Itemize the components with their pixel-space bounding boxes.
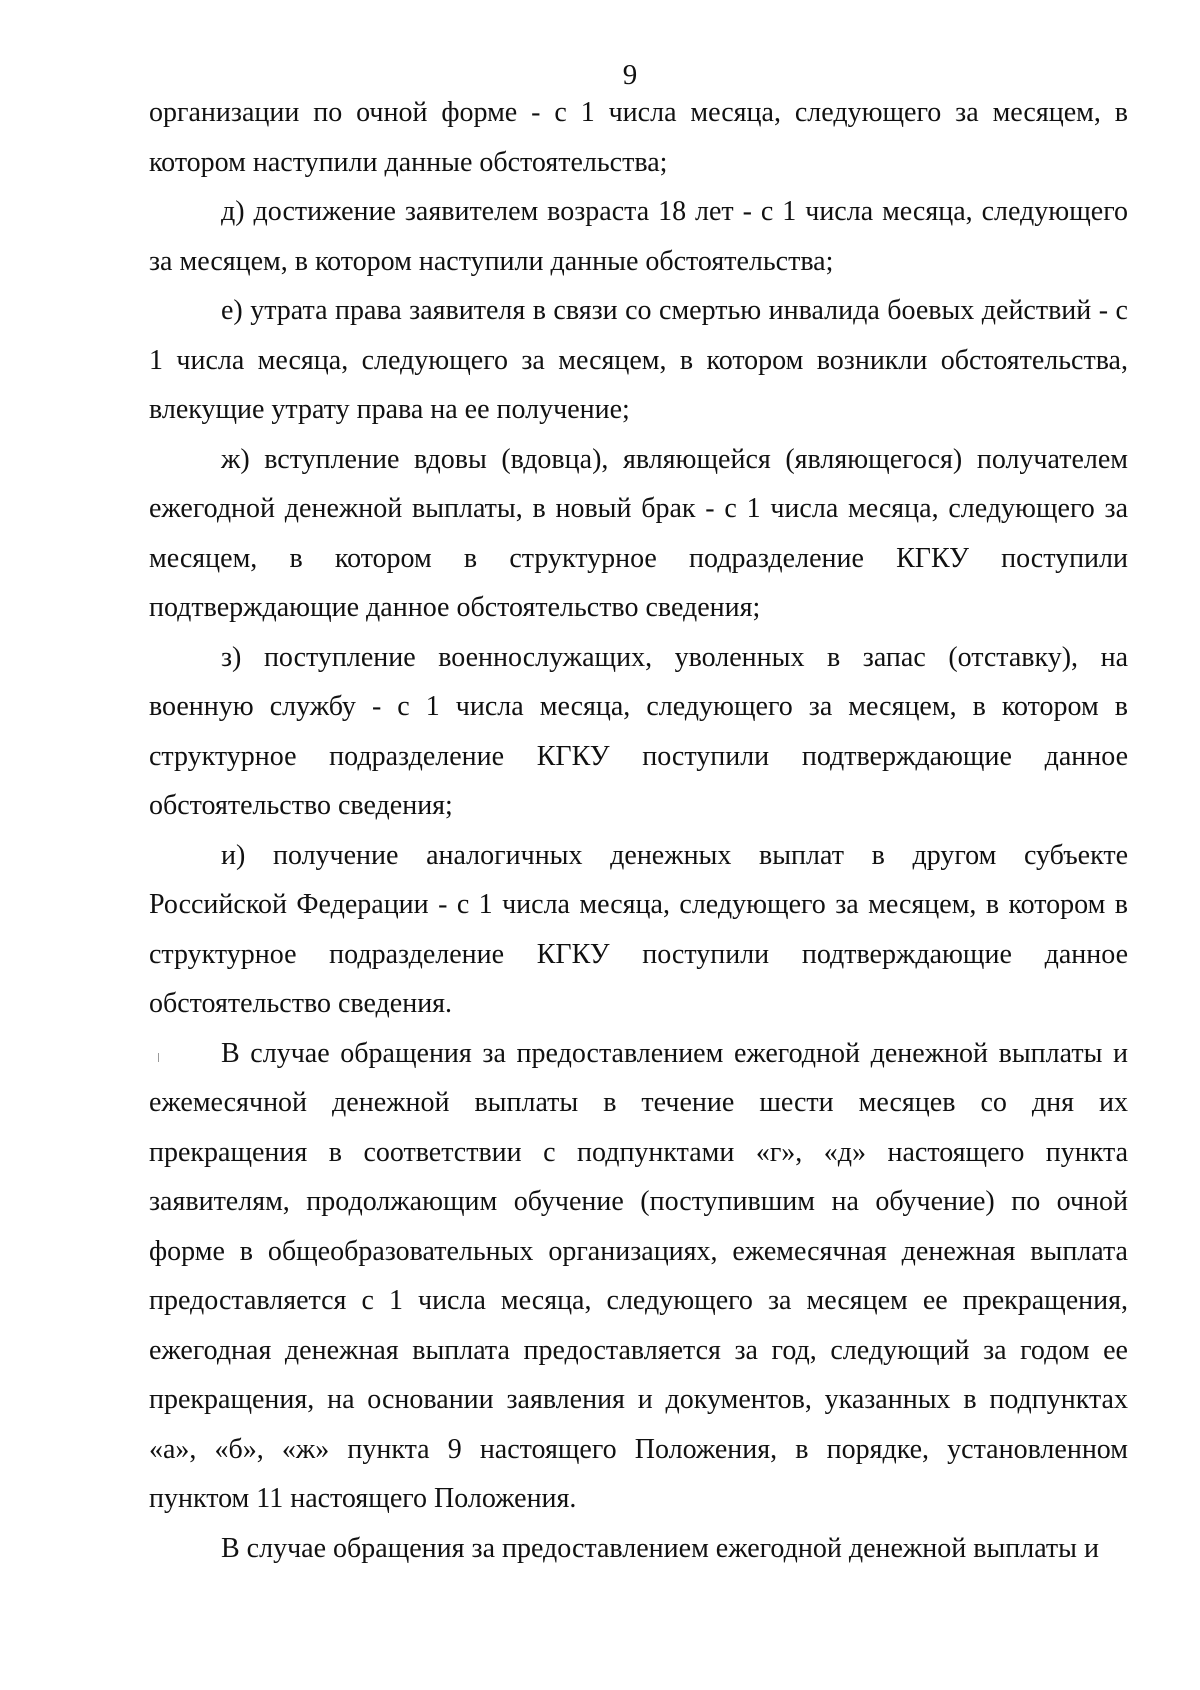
paragraph-item-e: е) утрата права заявителя в связи со смертью инвалида боевых действий - с 1 числа месяца, следующего за месяцем, в котором возникли обстоятельства, влекущие утрату права на ее получение; (149, 295, 1128, 425)
paragraph-item-z: з) поступление военнослужащих, уволенных в запас (отставку), на военную службу - с 1 числа месяца, следующего за месяцем, в котором в структурное подразделение КГКУ поступили подтверждающие данное обстоятельство сведения; (149, 641, 1128, 821)
paragraph-annual-payment-case: В случае обращения за предоставлением ежегодной денежной выплаты и ежемесячной денежной выплаты в течение шести месяцев со дня их прекращения в соответствии с подпунктами «г», «д» настоящего пункта заявителям, продолжающим обучение (поступившим на обучение) по очной форме в общеобразовательных организациях, ежемесячная денежная выплата предоставляется с 1 числа месяца, следующего за месяцем ее прекращения, ежегодная денежная выплата предоставляется за год, следующий за годом ее прекращения, на основании заявления и документов, указанных в подпунктах «а», «б», «ж» пункта 9 настоящего Положения, в порядке, установленном пунктом 11 настоящего Положения. (149, 1037, 1128, 1514)
scan-artifact (158, 1053, 159, 1062)
page-number: 9 (622, 59, 638, 91)
paragraph-trailing: В случае обращения за предоставлением ежегодной денежной выплаты и (221, 1532, 1099, 1564)
paragraph-item-zh: ж) вступление вдовы (вдовца), являющейся (являющегося) получателем ежегодной денежной выплаты, в новый брак - с 1 числа месяца, следующего за месяцем, в котором в структурное подразделение КГКУ поступили подтверждающие данное обстоятельство сведения; (149, 443, 1128, 623)
paragraph-continuation: организации по очной форме - с 1 числа месяца, следующего за месяцем, в котором наступили данные обстоятельства; (149, 97, 1128, 178)
paragraph-item-i: и) получение аналогичных денежных выплат в другом субъекте Российской Федерации - с 1 числа месяца, следующего за месяцем, в котором в структурное подразделение КГКУ поступили подтверждающие данное обстоятельство сведения. (149, 839, 1128, 1019)
paragraph-item-d: д) достижение заявителем возраста 18 лет - с 1 числа месяца, следующего за месяцем, в котором наступили данные обстоятельства; (149, 196, 1128, 277)
document-body (149, 88, 1128, 1573)
